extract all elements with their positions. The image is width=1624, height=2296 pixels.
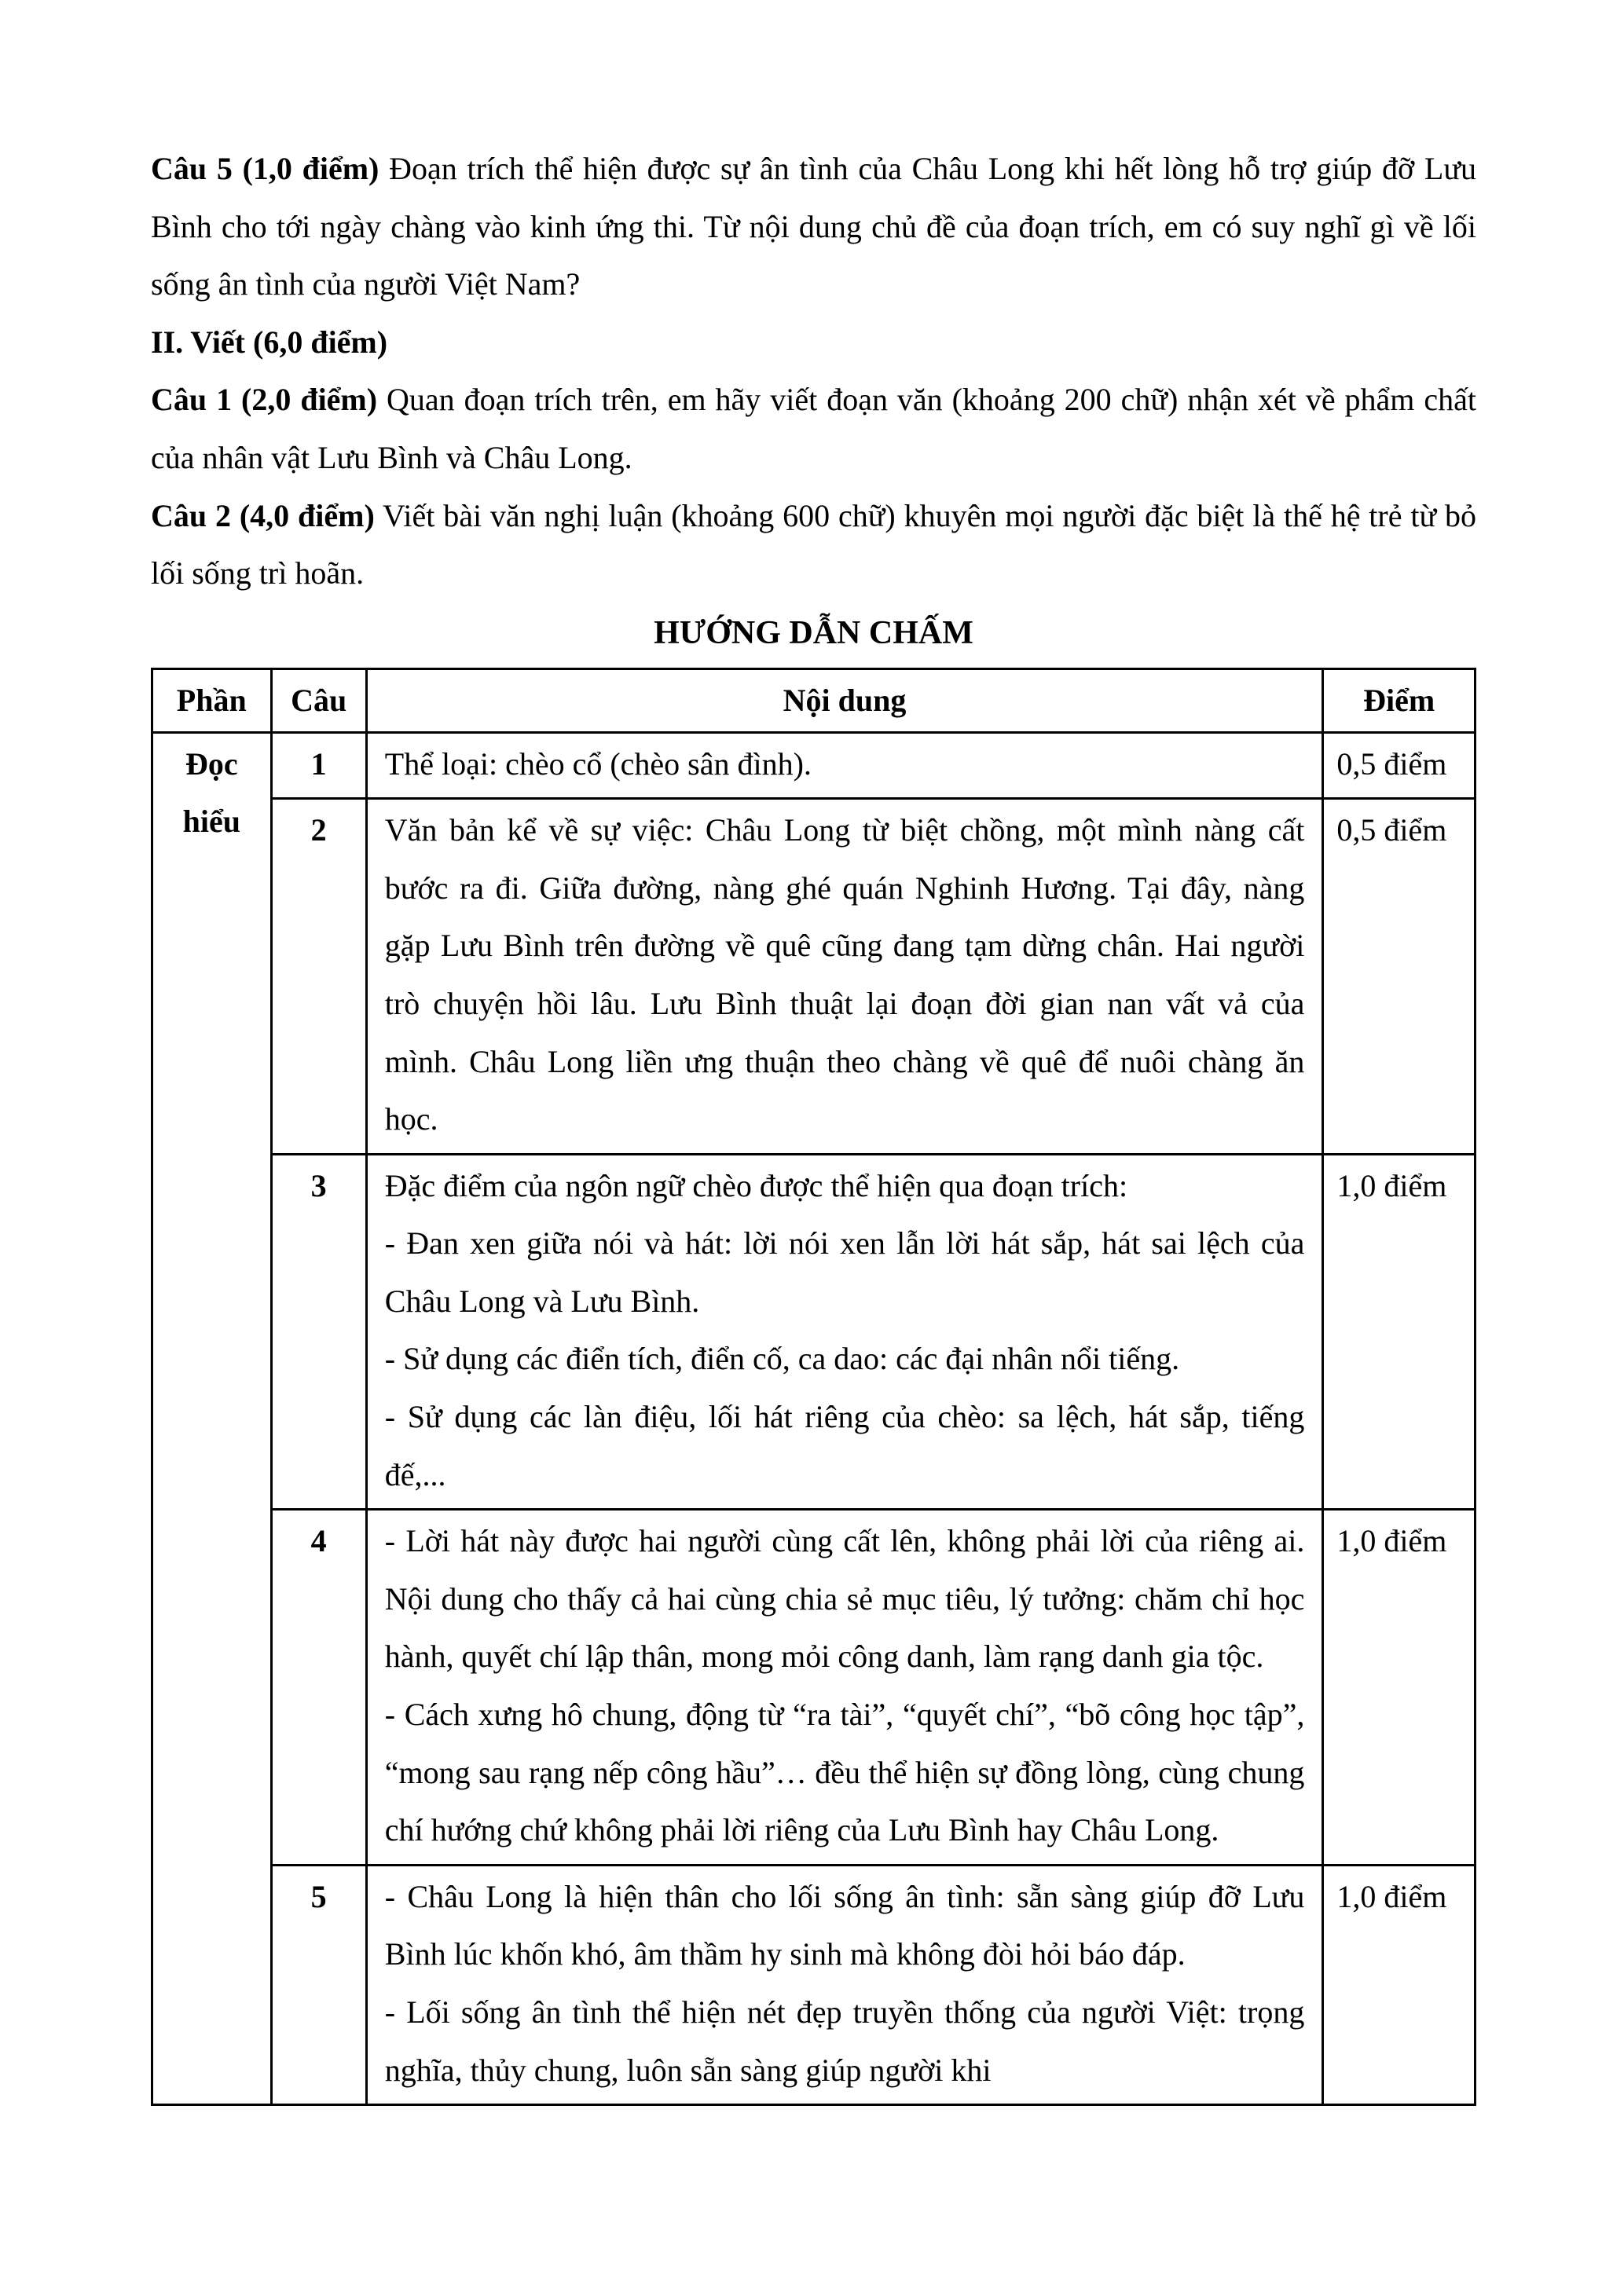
content-paragraph: Đặc điểm của ngôn ngữ chèo được thể hiện qua đoạn trích:: [384, 1167, 1128, 1203]
content-paragraph: - Lời hát này được hai người cùng cất lên, không phải lời của riêng ai. Nội dung cho thấy cả hai cùng chia sẻ mục tiêu, lý tưởng: chăm chỉ học hành, quyết chí lập thân, mong mỏi công danh, làm rạng danh gia tộc.: [384, 1523, 1305, 1675]
content-paragraph: - Đan xen giữa nói và hát: lời nói xen lẫn lời hát sắp, hát sai lệch của Châu Long và Lưu Bình.: [384, 1225, 1305, 1319]
content-paragraph: - Sử dụng các điển tích, điển cố, ca dao: các đại nhân nổi tiếng.: [384, 1341, 1180, 1377]
content-cell: [366, 799, 1323, 1155]
section-heading-viet: [151, 313, 1476, 372]
question-number-cell: 2: [271, 799, 366, 1155]
paragraph-cau5-label: Câu 5 (1,0 điểm): [151, 151, 379, 186]
grading-table: [151, 668, 1476, 2106]
paragraph-cau1-text: Quan đoạn trích trên, em hãy viết đoạn văn (khoảng 200 chữ) nhận xét về phẩm chất của nhân vật Lưu Bình và Châu Long.: [151, 382, 1476, 475]
section-cell-doc-hieu: Đọc hiểu: [152, 732, 272, 2105]
content-cell: [366, 1865, 1323, 2104]
paragraph-cau5: [151, 140, 1476, 313]
content-paragraph: - Cách xưng hô chung, động từ “ra tài”, “quyết chí”, “bõ công học tập”, “mong sau rạng nếp công hầu”… đều thể hiện sự đồng lòng, cùng chung chí hướng chứ không phải lời riêng của Lưu Bình hay Châu Long.: [384, 1697, 1305, 1848]
question-number-cell: 3: [271, 1154, 366, 1510]
intro-section: [151, 140, 1476, 602]
paragraph-cau5-text: Đoạn trích thể hiện được sự ân tình của Châu Long khi hết lòng hỗ trợ giúp đỡ Lưu Bình cho tới ngày chàng vào kinh ứng thi. Từ nội dung chủ đề của đoạn trích, em có suy nghĩ gì về lối sống ân tình của người Việt Nam?: [151, 151, 1476, 302]
content-paragraph: Văn bản kể về sự việc: Châu Long từ biệt chồng, một mình nàng cất bước ra đi. Giữa đường, nàng ghé quán Nghinh Hương. Tại đây, nàng gặp Lưu Bình trên đường về quê cũng đang tạm dừng chân. Hai người trò chuyện hồi lâu. Lưu Bình thuật lại đoạn đời gian nan vất vả của mình. Châu Long liền ưng thuận theo chàng về quê để nuôi chàng ăn học.: [384, 812, 1305, 1137]
table-row: [152, 799, 1476, 1155]
content-paragraph: - Sử dụng các làn điệu, lối hát riêng của chèo: sa lệch, hát sắp, tiếng đế,...: [384, 1399, 1305, 1492]
column-header-noidung: Nội dung: [366, 668, 1323, 732]
table-row: [152, 1510, 1476, 1866]
content-cell: [366, 732, 1323, 799]
page-title: HƯỚNG DẪN CHẤM: [654, 614, 973, 651]
header-row: [152, 668, 1476, 732]
column-header-diem: Điểm: [1323, 668, 1476, 732]
column-header-cau: Câu: [271, 668, 366, 732]
table-row: [152, 732, 1476, 799]
question-number-cell: 5: [271, 1865, 366, 2104]
score-cell: 0,5 điểm: [1323, 799, 1476, 1155]
table-row: [152, 1154, 1476, 1510]
content-paragraph: - Lối sống ân tình thể hiện nét đẹp truyền thống của người Việt: trọng nghĩa, thủy chung, luôn sẵn sàng giúp người khi: [384, 1994, 1305, 2088]
paragraph-cau2-text: Viết bài văn nghị luận (khoảng 600 chữ) khuyên mọi người đặc biệt là thế hệ trẻ từ bỏ lối sống trì hoãn.: [151, 497, 1476, 591]
content-cell: [366, 1154, 1323, 1510]
paragraph-cau1-label: Câu 1 (2,0 điểm): [151, 382, 378, 418]
grading-table-head: [152, 668, 1476, 732]
paragraph-cau2: [151, 487, 1476, 602]
column-header-phan: Phần: [152, 668, 272, 732]
score-cell: 1,0 điểm: [1323, 1865, 1476, 2104]
score-cell: 1,0 điểm: [1323, 1154, 1476, 1510]
question-number-cell: 1: [271, 732, 366, 799]
table-row: [152, 1865, 1476, 2104]
paragraph-cau2-label: Câu 2 (4,0 điểm): [151, 497, 375, 533]
content-paragraph: Thể loại: chèo cổ (chèo sân đình).: [384, 745, 812, 782]
grading-table-body: [152, 732, 1476, 2105]
content-paragraph: - Châu Long là hiện thân cho lối sống ân tình: sẵn sàng giúp đỡ Lưu Bình lúc khốn khó, âm thầm hy sinh mà không đòi hỏi báo đáp.: [384, 1878, 1305, 1972]
content-cell: [366, 1510, 1323, 1866]
section-heading-viet-label: II. Viết (6,0 điểm): [151, 324, 388, 360]
score-cell: 0,5 điểm: [1323, 732, 1476, 799]
question-number-cell: 4: [271, 1510, 366, 1866]
score-cell: 1,0 điểm: [1323, 1510, 1476, 1866]
paragraph-cau1: [151, 371, 1476, 486]
